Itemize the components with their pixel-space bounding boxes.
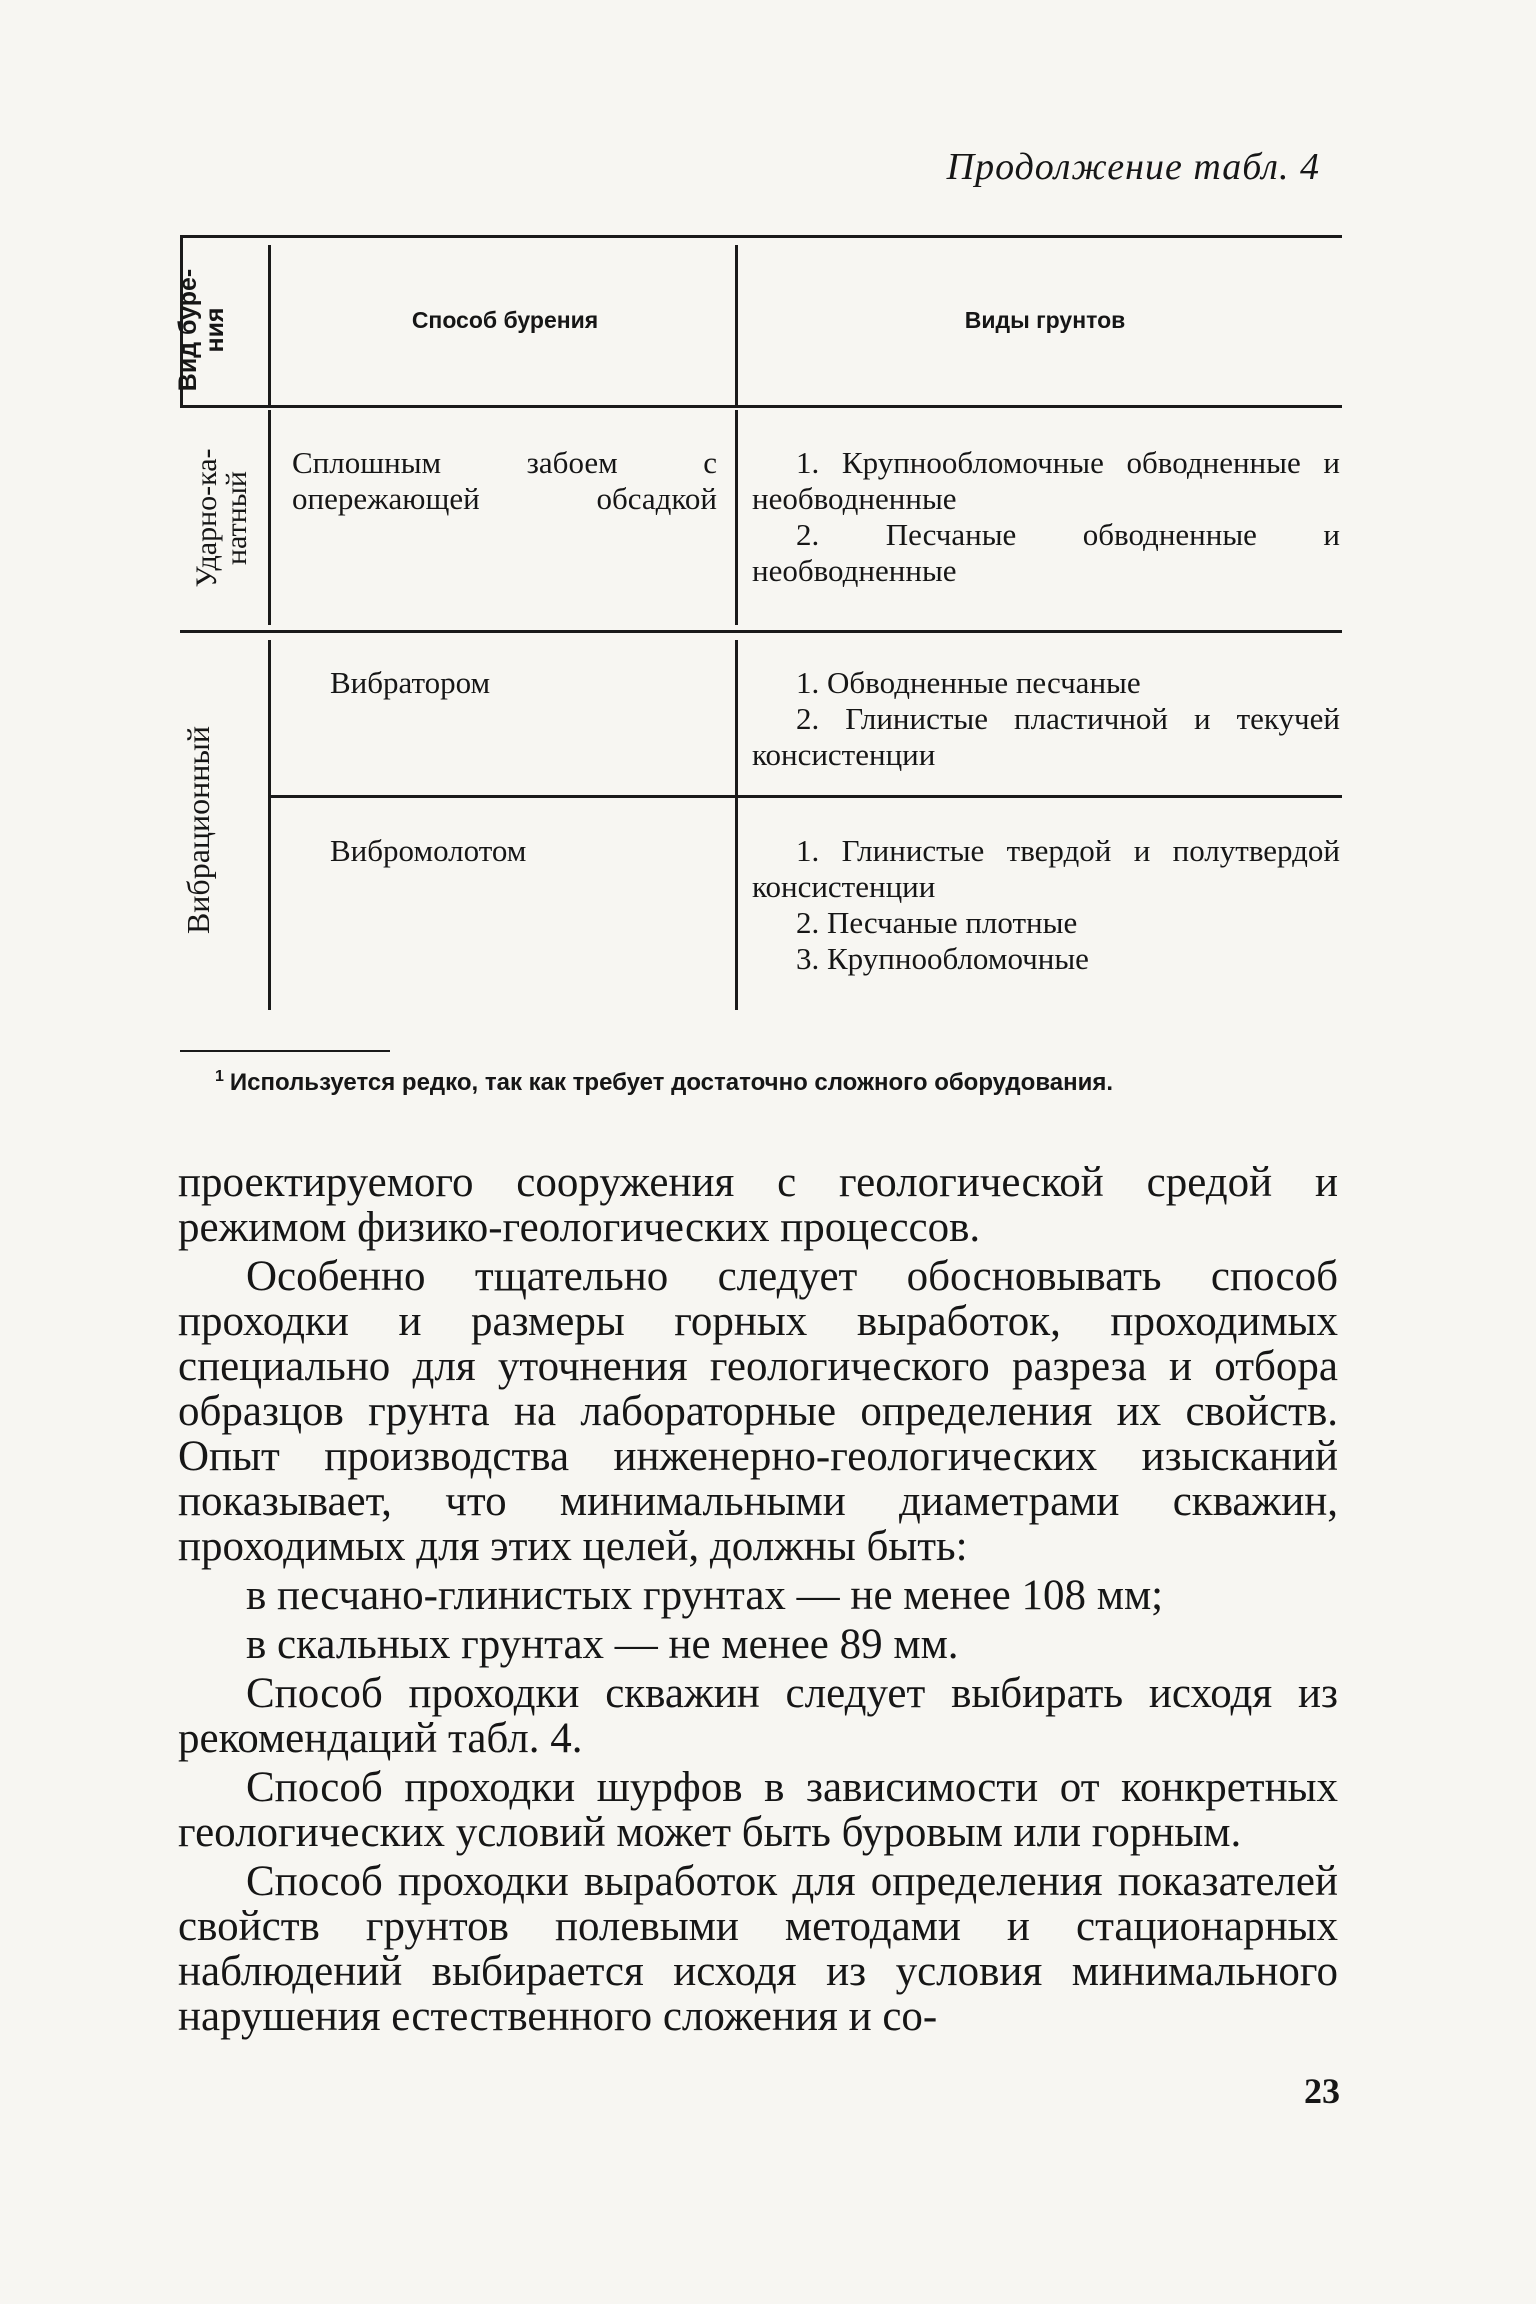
group-type-percussion	[190, 418, 253, 618]
paragraph: Способ проходки шурфов в зависимости от конкретных геологических условий может быть буровым или горным.	[178, 1764, 1338, 1856]
table-top-rule	[180, 235, 1342, 238]
paragraph: в песчано-глинистых грунтах — не менее 108 мм;	[246, 1572, 1164, 1619]
method-column-rule	[735, 640, 738, 1010]
soil-item: 3. Крупнообломочные	[796, 941, 1089, 976]
method-text: Вибратором	[330, 665, 491, 700]
method-column-rule	[735, 245, 738, 405]
type-column-rule	[268, 640, 271, 1010]
soil-item: 2. Песчаные плотные	[796, 905, 1078, 940]
soils-cell	[752, 833, 1340, 977]
table-continuation-caption: Продолжение табл. 4	[946, 146, 1320, 188]
type-column-rule	[268, 410, 271, 625]
paragraph: Особенно тщательно следует обосновывать способ проходки и размеры горных выработок, проходимых специально для уточнения геологического разреза и отбора образцов грунта на лабораторные определения их свойств. Опыт производства инженерно-геологических изысканий показывает, что минимальными диаметрами скважин, проходимых для этих целей, должны быть:	[178, 1253, 1338, 1570]
soils-cell	[752, 665, 1340, 773]
soil-item: 2. Глинистые пластичной и текучей консистенции	[752, 701, 1340, 772]
footnote-text: Используется редко, так как требует достаточно сложного оборудования.	[229, 1069, 1114, 1096]
paragraph: в скальных грунтах — не менее 89 мм.	[246, 1621, 959, 1668]
soil-item: 1. Глинистые твердой и полутвердой консистенции	[752, 833, 1340, 904]
paragraph: Способ проходки выработок для определения показателей свойств грунтов полевыми методами и стационарных наблюдений выбирается исходя из условия минимального нарушения естественного сложения и со-	[178, 1858, 1338, 2040]
group-type-vibration	[180, 700, 220, 960]
soil-item: 1. Крупнообломочные обводненные и необводненные	[752, 445, 1340, 516]
footnote-mark: 1	[215, 1068, 224, 1085]
method-cell	[330, 665, 710, 701]
method-text: Вибромолотом	[330, 833, 527, 868]
soil-item: 2. Песчаные обводненные и необводненные	[752, 517, 1340, 588]
method-cell	[330, 833, 710, 869]
body-text	[178, 1160, 1338, 2043]
type-column-rule	[268, 245, 271, 405]
paragraph: проектируемого сооружения с геологической средой и режимом физико-геологических процессов.	[178, 1159, 1338, 1251]
footnote-rule	[180, 1050, 390, 1052]
paragraph: Способ проходки скважин следует выбирать исходя из рекомендаций табл. 4.	[178, 1670, 1338, 1762]
soil-item: 1. Обводненные песчаные	[796, 665, 1141, 700]
group-type-text: Вибрационный	[180, 725, 216, 935]
soils-cell	[752, 445, 1340, 589]
footnote	[215, 1068, 1345, 1097]
method-column-rule	[735, 410, 738, 625]
row-divider-rule	[270, 795, 1342, 798]
group-type-text: Ударно-ка- натный	[190, 448, 253, 588]
page-number: 23	[1304, 2071, 1340, 2111]
group-divider-rule	[180, 630, 1342, 633]
method-cell	[292, 445, 717, 517]
header-drilling-method: Способ бурения	[411, 307, 599, 333]
header-soil-types: Виды грунтов	[964, 307, 1126, 333]
header-drilling-type	[175, 245, 235, 415]
method-text: Сплошным забоем с опережающей обсадкой	[292, 445, 717, 516]
header-bottom-rule	[180, 405, 1342, 408]
header-type-text: Вид буре- ния	[174, 268, 229, 392]
